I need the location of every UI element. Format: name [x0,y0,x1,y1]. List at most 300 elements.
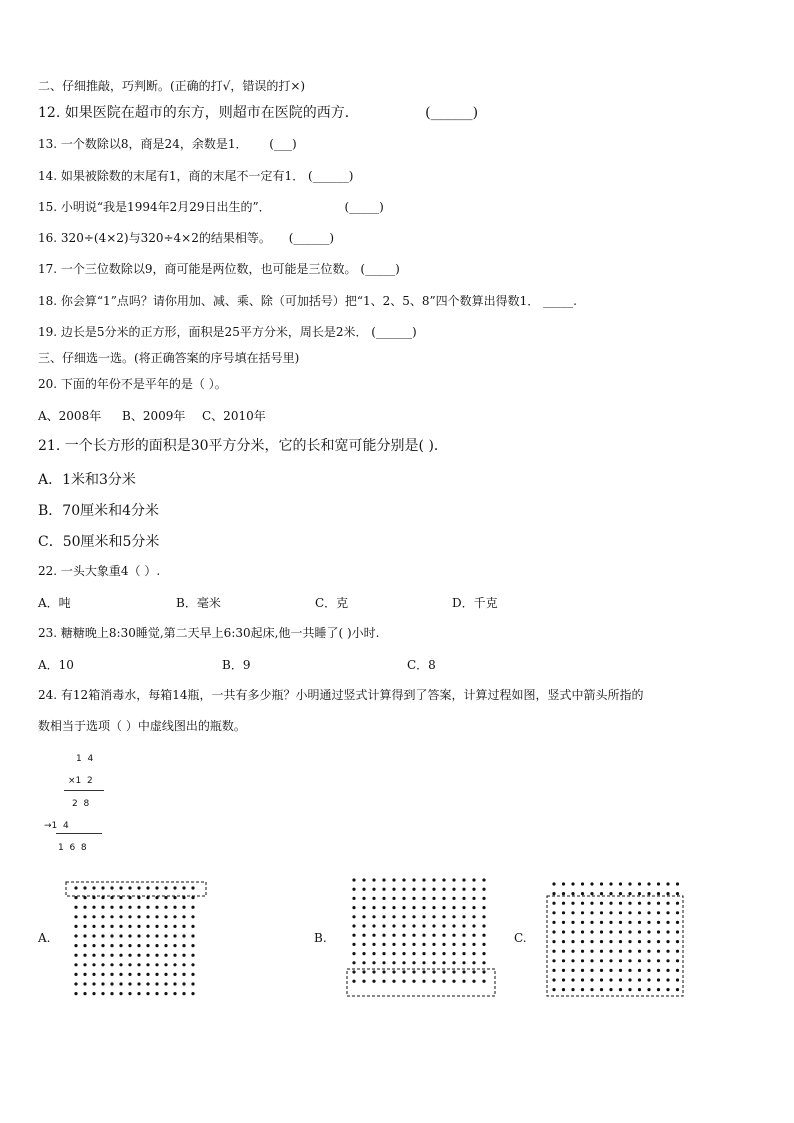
dot [191,915,194,918]
calc-row-3: 2 8 [72,799,90,809]
dot [119,954,122,957]
dot [452,915,455,918]
dot [462,980,465,983]
option-a[interactable]: A．10 [38,658,74,672]
dot [609,940,612,943]
dot [92,992,95,995]
option-a[interactable]: A．1米和3分米 [38,472,136,488]
dot [552,988,555,991]
dot [657,988,660,991]
dot [562,969,565,972]
dot [628,959,631,962]
answer-blank[interactable]: (______) [288,231,335,245]
dot [638,921,641,924]
dot [110,954,113,957]
dot [590,902,593,905]
dot [392,878,395,881]
dot [482,878,485,881]
dot [92,925,95,928]
dot [562,988,565,991]
dot [638,988,641,991]
dot [676,921,679,924]
dot [581,940,584,943]
dot [146,973,149,976]
dot [472,961,475,964]
dot [92,954,95,957]
dot [372,952,375,955]
dot [442,961,445,964]
answer-blank[interactable]: (___) [269,137,297,151]
dot [402,943,405,946]
dot [552,902,555,905]
dot [590,969,593,972]
dot [372,878,375,881]
dot [392,888,395,891]
dot [74,925,77,928]
dot [362,943,365,946]
dot [482,888,485,891]
dot [638,930,641,933]
dot [590,882,593,885]
question-number: 22. [38,564,58,578]
dot [372,906,375,909]
question-text: 一个数除以8，商是24，余数是1． [60,137,248,151]
dot [412,906,415,909]
dot [402,980,405,983]
question-number: 18. [38,294,58,308]
dot [101,954,104,957]
dot [472,924,475,927]
dot [590,988,593,991]
dot [146,992,149,995]
dot [472,897,475,900]
dot [562,921,565,924]
dot [352,961,355,964]
dot [182,906,185,909]
dot [647,882,650,885]
dot [482,961,485,964]
dot [619,902,622,905]
dot [666,902,669,905]
option-c[interactable]: C、2010年 [202,409,266,423]
dot [647,950,650,953]
dot [482,924,485,927]
dot [628,969,631,972]
dot [552,950,555,953]
dot [362,897,365,900]
dot [562,959,565,962]
dot [452,906,455,909]
dot [442,980,445,983]
dot [392,980,395,983]
dot [482,897,485,900]
dot [119,886,122,889]
dot [362,970,365,973]
dot [590,978,593,981]
dot [182,973,185,976]
dot [146,954,149,957]
dot [432,915,435,918]
dot [128,973,131,976]
dot [657,882,660,885]
dot [191,954,194,957]
question-13 [38,136,297,152]
dot [352,878,355,881]
dot-grid-b[interactable] [344,875,498,1000]
dot [666,988,669,991]
dot [83,944,86,947]
option-a[interactable]: A、2008年 [38,409,102,423]
dot [647,921,650,924]
dot [191,973,194,976]
dot [619,911,622,914]
dot [382,906,385,909]
dot [382,878,385,881]
question-number: 16. [38,231,58,245]
dot [137,992,140,995]
dot [352,980,355,983]
dot [638,892,641,895]
dot [372,915,375,918]
dot [647,959,650,962]
answer-blank[interactable]: (______) [425,105,479,121]
dot [392,906,395,909]
dot [155,886,158,889]
dot [83,963,86,966]
question-number: 21. [38,438,61,454]
dot [666,911,669,914]
dot [442,906,445,909]
option-a[interactable]: A．吨 [38,596,71,610]
dot [432,934,435,937]
dot [619,940,622,943]
dot [657,978,660,981]
question-number: 15. [38,200,58,214]
question-20 [38,376,227,392]
dot [173,973,176,976]
dot [647,911,650,914]
dot [382,952,385,955]
dot [110,944,113,947]
section3-heading: 三、仔细选一选。(将正确答案的序号填在括号里) [38,351,300,365]
dot [146,934,149,937]
dot [638,940,641,943]
dot [392,961,395,964]
dot [392,952,395,955]
dot [119,982,122,985]
dot [619,969,622,972]
dot [676,882,679,885]
calc-row-1: 1 4 [76,754,94,764]
dot [657,969,660,972]
dot [472,878,475,881]
dot [657,911,660,914]
option-b[interactable]: B. [314,931,327,945]
dot [372,888,375,891]
dot [628,882,631,885]
dot [164,944,167,947]
dot [83,925,86,928]
dot [119,973,122,976]
dot [609,930,612,933]
option-b[interactable]: B、2009年 [122,409,186,423]
dot [552,921,555,924]
dot [581,930,584,933]
dot [590,911,593,914]
dot [74,934,77,937]
dot [432,943,435,946]
dot [101,944,104,947]
question-number: 17. [38,262,58,276]
dot [164,925,167,928]
question-text-line1: 有12箱消毒水，每箱14瓶，一共有多少瓶？小明通过竖式计算得到了答案，计算过程如图，竖式中箭头所指的 [60,688,644,702]
dot [422,915,425,918]
dot [191,944,194,947]
dot [119,992,122,995]
dot [657,930,660,933]
dot [600,921,603,924]
question-text: 你会算“1”点吗？请你用加、减、乘、除（可加括号）把“1、2、5、8”四个数算出得数1． [60,294,540,308]
option-a[interactable]: A. [38,931,51,945]
dot [110,915,113,918]
dot [101,963,104,966]
dot [146,906,149,909]
dot [382,970,385,973]
dot [74,906,77,909]
dot [92,944,95,947]
dot [571,950,574,953]
dot [362,934,365,937]
answer-blank[interactable]: _____. [543,294,577,308]
dot [119,934,122,937]
dot [676,911,679,914]
dot [352,934,355,937]
dot [432,906,435,909]
dot [638,902,641,905]
dot [402,915,405,918]
calc-rule-2 [56,833,102,834]
dot [422,943,425,946]
dot [74,915,77,918]
dot [137,963,140,966]
question-24 [38,687,643,703]
dot [128,915,131,918]
option-c[interactable]: C．克 [315,596,349,610]
dot [173,925,176,928]
dot [101,934,104,937]
question-text: 320÷(4×2)与320÷4×2的结果相等。 [60,231,271,245]
dot [552,892,555,895]
question-number: 20. [38,377,58,391]
dot [422,906,425,909]
option-b[interactable]: B．毫米 [176,596,221,610]
dot [600,902,603,905]
dot [92,963,95,966]
dot [74,886,77,889]
dot [382,943,385,946]
dot [92,886,95,889]
question-15 [38,199,384,215]
dot [619,892,622,895]
dot [191,906,194,909]
dot [164,886,167,889]
dot [110,982,113,985]
dot [101,886,104,889]
dot [110,906,113,909]
dot [581,959,584,962]
dot [110,992,113,995]
dot [74,992,77,995]
dot [155,925,158,928]
dot [571,940,574,943]
dot [101,915,104,918]
dot [472,934,475,937]
option-d[interactable]: D．千克 [452,596,498,610]
dot [590,950,593,953]
dot [173,906,176,909]
dot [101,992,104,995]
dot [581,950,584,953]
dot [609,978,612,981]
dot [472,915,475,918]
option-b[interactable]: B．9 [222,658,251,672]
dot [128,992,131,995]
option-c[interactable]: C. [514,931,527,945]
dot [191,934,194,937]
dot [562,902,565,905]
dot [666,930,669,933]
dot [182,992,185,995]
dot [666,921,669,924]
dot [552,959,555,962]
dot [155,992,158,995]
dot [92,982,95,985]
dot [392,897,395,900]
dot [392,915,395,918]
dot [372,924,375,927]
dot-grid-c[interactable] [544,878,686,1000]
dot [442,915,445,918]
dot [442,943,445,946]
dot [128,963,131,966]
dot [352,952,355,955]
dot [581,902,584,905]
dot [562,911,565,914]
dot [552,969,555,972]
dot [482,952,485,955]
dot [362,915,365,918]
dot [462,915,465,918]
dot [137,906,140,909]
dot [110,925,113,928]
dot [372,980,375,983]
dot [647,930,650,933]
dot [628,978,631,981]
dot [600,978,603,981]
dot [146,925,149,928]
dot [628,930,631,933]
dot [600,911,603,914]
question-text: 边长是5分米的正方形，面积是25平方分米，周长是2米． [60,325,368,339]
dot [352,924,355,927]
dot [173,886,176,889]
dot [676,892,679,895]
dot [382,924,385,927]
dot [164,915,167,918]
dot [422,961,425,964]
dot [581,911,584,914]
dot [571,969,574,972]
dot [472,980,475,983]
dot [173,963,176,966]
dot [382,888,385,891]
dot [666,940,669,943]
dot [110,934,113,937]
answer-blank[interactable]: (_____) [344,200,384,214]
dot [628,911,631,914]
dot [676,902,679,905]
dot [402,924,405,927]
dot [581,882,584,885]
dot [92,973,95,976]
option-c[interactable]: C．50厘米和5分米 [38,534,160,550]
dot [600,959,603,962]
option-c[interactable]: C．8 [407,658,436,672]
dot [146,944,149,947]
dot [137,982,140,985]
question-text: 糖糖晚上8:30睡觉,第二天早上6:30起床,他一共睡了( )小时. [60,626,380,640]
dot [422,897,425,900]
dot [173,954,176,957]
dot [83,982,86,985]
dot [164,906,167,909]
dot [657,921,660,924]
dot [666,959,669,962]
dot [191,925,194,928]
dot [638,882,641,885]
dot [128,944,131,947]
dot [402,970,405,973]
dot [101,906,104,909]
dot [422,888,425,891]
dot [609,988,612,991]
dot [462,961,465,964]
dot [562,978,565,981]
dot [402,934,405,937]
dot [581,969,584,972]
dot [372,970,375,973]
answer-blank[interactable]: (______) [308,169,354,183]
option-b[interactable]: B．70厘米和4分米 [38,503,160,519]
answer-blank[interactable]: (_____) [360,262,400,276]
question-14 [38,168,353,184]
dot [452,934,455,937]
dot-grid-a[interactable] [64,880,208,1002]
dot [442,924,445,927]
dot [101,973,104,976]
dot [128,954,131,957]
dot [638,978,641,981]
dot [83,934,86,937]
dot [628,921,631,924]
dot [472,943,475,946]
dot [600,969,603,972]
dot [362,878,365,881]
dot [676,950,679,953]
dot [562,930,565,933]
answer-blank[interactable]: (______) [371,325,417,339]
dot [442,952,445,955]
